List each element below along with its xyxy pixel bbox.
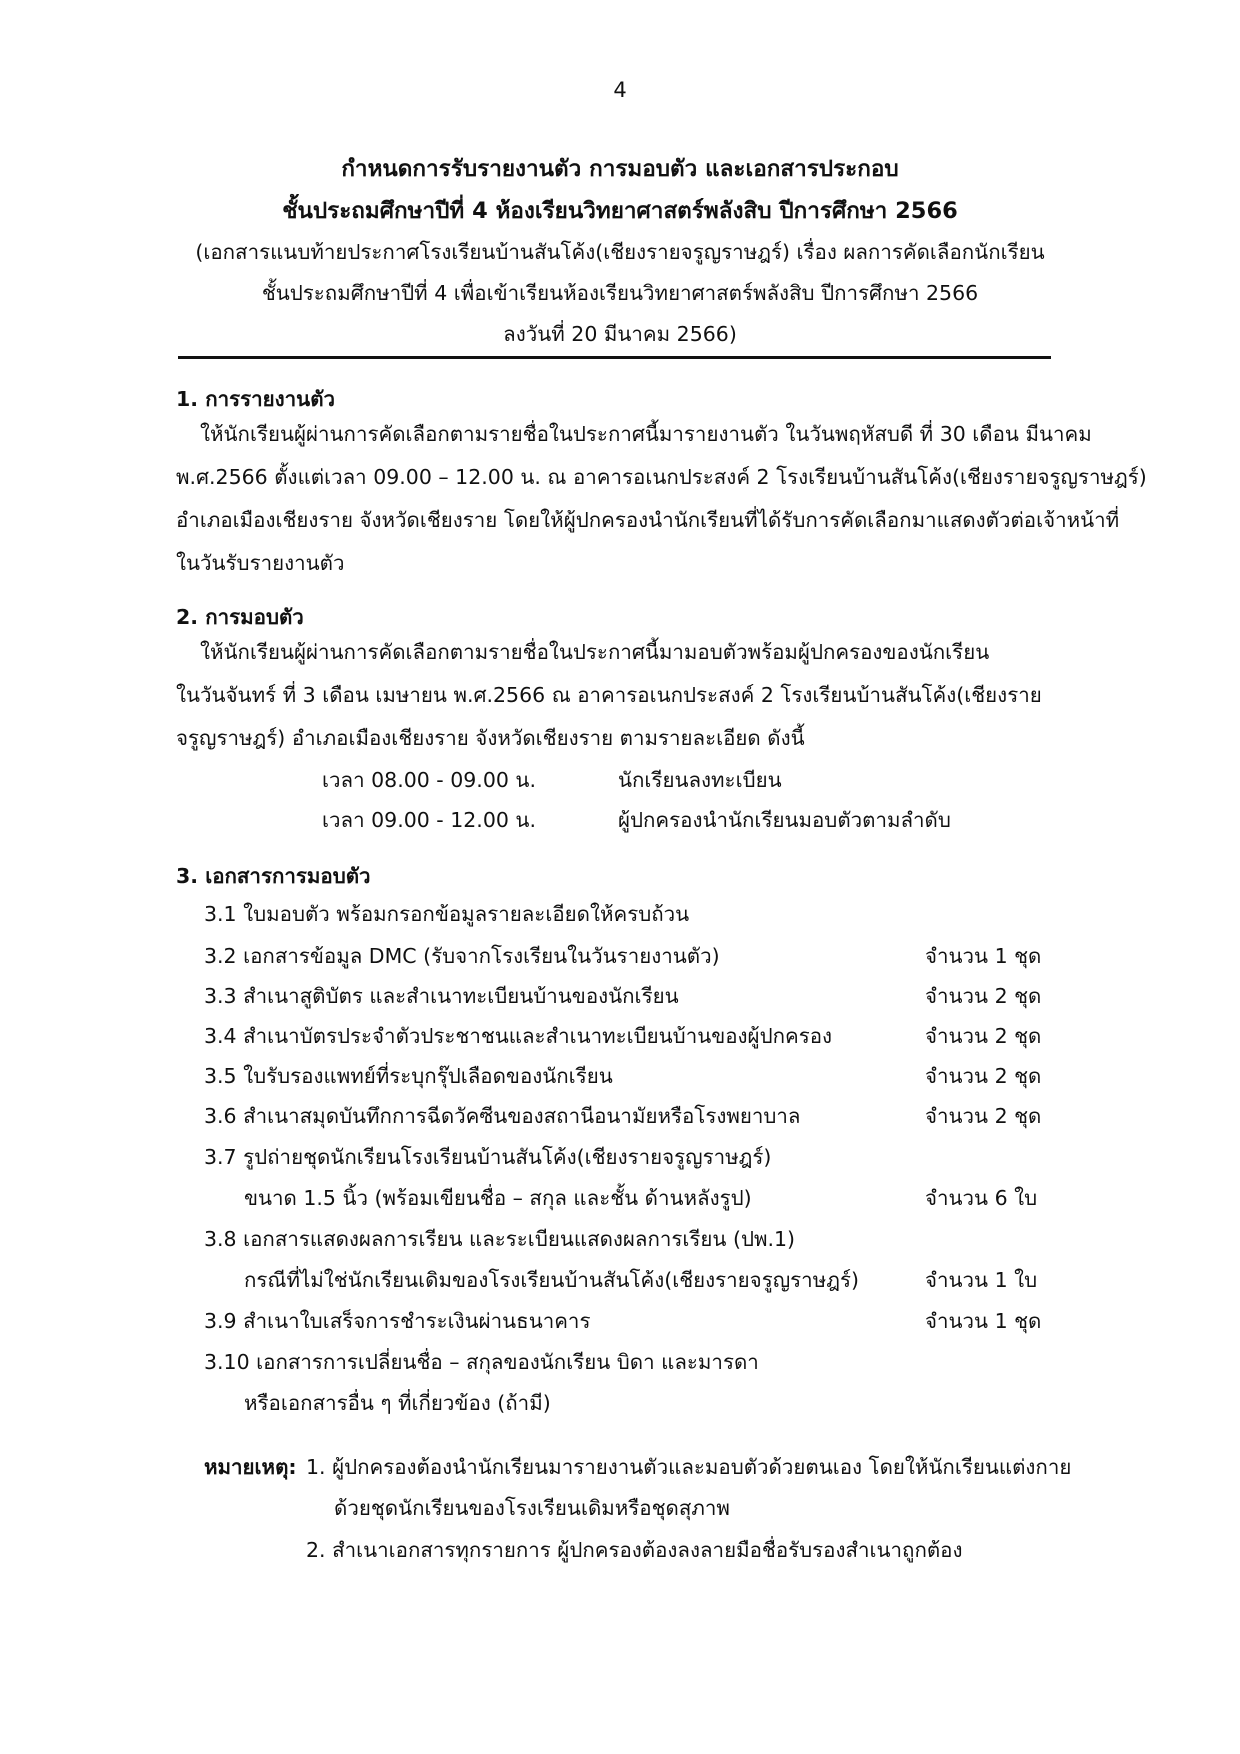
schedule-activity: นักเรียนลงทะเบียน <box>618 768 782 792</box>
document-quantity: จำนวน 1 ใบ <box>925 1268 1038 1292</box>
document-item: 3.7 รูปถ่ายชุดนักเรียนโรงเรียนบ้านสันโค้ง(เชียงรายจรูญราษฎร์) <box>204 1145 772 1169</box>
section-2-heading: 2. การมอบตัว <box>176 605 304 629</box>
document-item: 3.4 สำเนาบัตรประจำตัวประชาชนและสำเนาทะเบียนบ้านของผู้ปกครอง <box>204 1024 833 1048</box>
document-item: 3.8 เอกสารแสดงผลการเรียน และระเบียนแสดงผลการเรียน (ปพ.1) <box>204 1227 796 1251</box>
document-quantity: จำนวน 2 ชุด <box>925 1104 1042 1128</box>
document-item-continuation: กรณีที่ไม่ใช่นักเรียนเดิมของโรงเรียนบ้านสันโค้ง(เชียงรายจรูญราษฎร์) <box>244 1268 859 1292</box>
header-divider <box>178 356 1051 359</box>
document-quantity: จำนวน 1 ชุด <box>925 944 1042 968</box>
document-item: 3.6 สำเนาสมุดบันทึกการฉีดวัคซีนของสถานีอนามัยหรือโรงพยาบาล <box>204 1104 801 1128</box>
document-item: 3.9 สำเนาใบเสร็จการชำระเงินผ่านธนาคาร <box>204 1309 591 1333</box>
document-item: 3.1 ใบมอบตัว พร้อมกรอกข้อมูลรายละเอียดให้ครบถ้วน <box>204 902 690 926</box>
page-number: 4 <box>613 78 627 102</box>
paragraph-line: ในวันรับรายงานตัว <box>176 551 345 575</box>
paragraph-line: ให้นักเรียนผู้ผ่านการคัดเลือกตามรายชื่อในประกาศนี้มามอบตัวพร้อมผู้ปกครองของนักเรียน <box>200 640 990 664</box>
document-quantity: จำนวน 6 ใบ <box>925 1186 1038 1210</box>
document-item: 3.5 ใบรับรองแพทย์ที่ระบุกรุ๊ปเลือดของนักเรียน <box>204 1064 613 1088</box>
document-item-continuation: หรือเอกสารอื่น ๆ ที่เกี่ยวข้อง (ถ้ามี) <box>244 1391 551 1415</box>
document-subtitle-line-2: ชั้นประถมศึกษาปีที่ 4 เพื่อเข้าเรียนห้องเรียนวิทยาศาสตร์พลังสิบ ปีการศึกษา 2566 <box>261 281 979 305</box>
document-item: 3.2 เอกสารข้อมูล DMC (รับจากโรงเรียนในวันรายงานตัว) <box>204 944 720 968</box>
document-item-continuation: ขนาด 1.5 นิ้ว (พร้อมเขียนชื่อ – สกุล และชั้น ด้านหลังรูป) <box>244 1186 752 1210</box>
document-quantity: จำนวน 2 ชุด <box>925 984 1042 1008</box>
schedule-time: เวลา 09.00 - 12.00 น. <box>322 808 536 832</box>
note-label: หมายเหตุ: <box>204 1455 297 1479</box>
document-quantity: จำนวน 1 ชุด <box>925 1309 1042 1333</box>
paragraph-line: พ.ศ.2566 ตั้งแต่เวลา 09.00 – 12.00 น. ณ อาคารอเนกประสงค์ 2 โรงเรียนบ้านสันโค้ง(เชียงรายจรูญราษฎร์) <box>176 465 1147 489</box>
document-subtitle-line-3: ลงวันที่ 20 มีนาคม 2566) <box>503 322 737 346</box>
note-1-continuation: ด้วยชุดนักเรียนของโรงเรียนเดิมหรือชุดสุภาพ <box>334 1496 730 1520</box>
document-title: กำหนดการรับรายงานตัว การมอบตัว และเอกสารประกอบ <box>341 156 899 182</box>
document-item: 3.3 สำเนาสูติบัตร และสำเนาทะเบียนบ้านของนักเรียน <box>204 984 679 1008</box>
document-header <box>180 148 1060 355</box>
paragraph-line: ให้นักเรียนผู้ผ่านการคัดเลือกตามรายชื่อในประกาศนี้มารายงานตัว ในวันพฤหัสบดี ที่ 30 เดือน มีนาคม <box>200 422 1092 446</box>
schedule-time: เวลา 08.00 - 09.00 น. <box>322 768 536 792</box>
paragraph-line: ในวันจันทร์ ที่ 3 เดือน เมษายน พ.ศ.2566 ณ อาคารอเนกประสงค์ 2 โรงเรียนบ้านสันโค้ง(เชียงราย <box>176 683 1042 707</box>
paragraph-line: อำเภอเมืองเชียงราย จังหวัดเชียงราย โดยให้ผู้ปกครองนำนักเรียนที่ได้รับการคัดเลือกมาแสดงตัวต่อเจ้าหน้าที่ <box>176 508 1120 532</box>
paragraph-line: จรูญราษฎร์) อำเภอเมืองเชียงราย จังหวัดเชียงราย ตามรายละเอียด ดังนี้ <box>176 726 805 750</box>
document-item: 3.10 เอกสารการเปลี่ยนชื่อ – สกุลของนักเรียน บิดา และมารดา <box>204 1350 759 1374</box>
document-quantity: จำนวน 2 ชุด <box>925 1024 1042 1048</box>
section-2-body <box>176 631 1120 760</box>
section-1-heading: 1. การรายงานตัว <box>176 387 336 411</box>
section-3-heading: 3. เอกสารการมอบตัว <box>176 864 371 888</box>
document-quantity: จำนวน 2 ชุด <box>925 1064 1042 1088</box>
document-title-line-2: ชั้นประถมศึกษาปีที่ 4 ห้องเรียนวิทยาศาสตร์พลังสิบ ปีการศึกษา 2566 <box>282 198 958 224</box>
schedule-activity: ผู้ปกครองนำนักเรียนมอบตัวตามลำดับ <box>618 808 951 832</box>
section-1-body <box>176 413 1147 585</box>
note-1: 1. ผู้ปกครองต้องนำนักเรียนมารายงานตัวและมอบตัวด้วยตนเอง โดยให้นักเรียนแต่งกาย <box>306 1455 1072 1479</box>
document-subtitle: (เอกสารแนบท้ายประกาศโรงเรียนบ้านสันโค้ง(เชียงรายจรูญราษฎร์) เรื่อง ผลการคัดเลือกนักเรียน <box>195 240 1045 264</box>
note-2: 2. สำเนาเอกสารทุกรายการ ผู้ปกครองต้องลงลายมือชื่อรับรองสำเนาถูกต้อง <box>306 1538 963 1562</box>
